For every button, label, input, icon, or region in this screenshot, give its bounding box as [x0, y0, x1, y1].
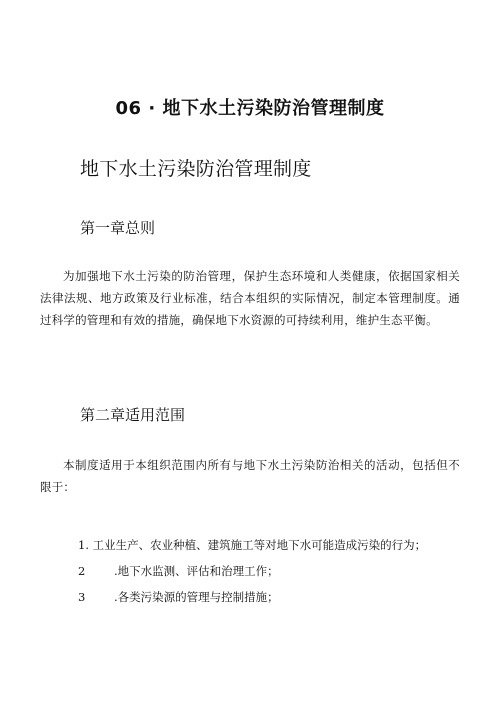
chapter-2-paragraph: 本制度适用于本组织范围内所有与地下水土污染防治相关的活动，包括但不限于： [40, 458, 460, 494]
list-item [78, 589, 279, 605]
document-subtitle: 地下水土污染防治管理制度 [80, 158, 312, 180]
list-item [78, 537, 426, 553]
chapter-2-heading: 第二章适用范围 [80, 406, 186, 424]
chapter-1-heading: 第一章总则 [80, 219, 156, 237]
list-item-text: .地下水监测、评估和治理工作； [114, 564, 279, 578]
list-item [78, 563, 279, 579]
list-item-number: 1 [78, 538, 86, 552]
list-item-number: 2 [78, 564, 86, 578]
list-item-text: .各类污染源的管理与控制措施； [114, 590, 279, 604]
chapter-1-paragraph: 为加强地下水土污染的防治管理，保护生态环境和人类健康，依据国家相关法律法规、地方政策及行业标准，结合本组织的实际情况，制定本管理制度。通过科学的管理和有效的措施，确保地下水资源的可持续利用，维护生态平衡。 [40, 269, 460, 327]
list-item-text: . 工业生产、农业种植、建筑施工等对地下水可能造成污染的行为； [85, 538, 427, 552]
document-title: 06 · 地下水土污染防治管理制度 [115, 98, 385, 119]
list-item-number: 3 [78, 590, 86, 604]
